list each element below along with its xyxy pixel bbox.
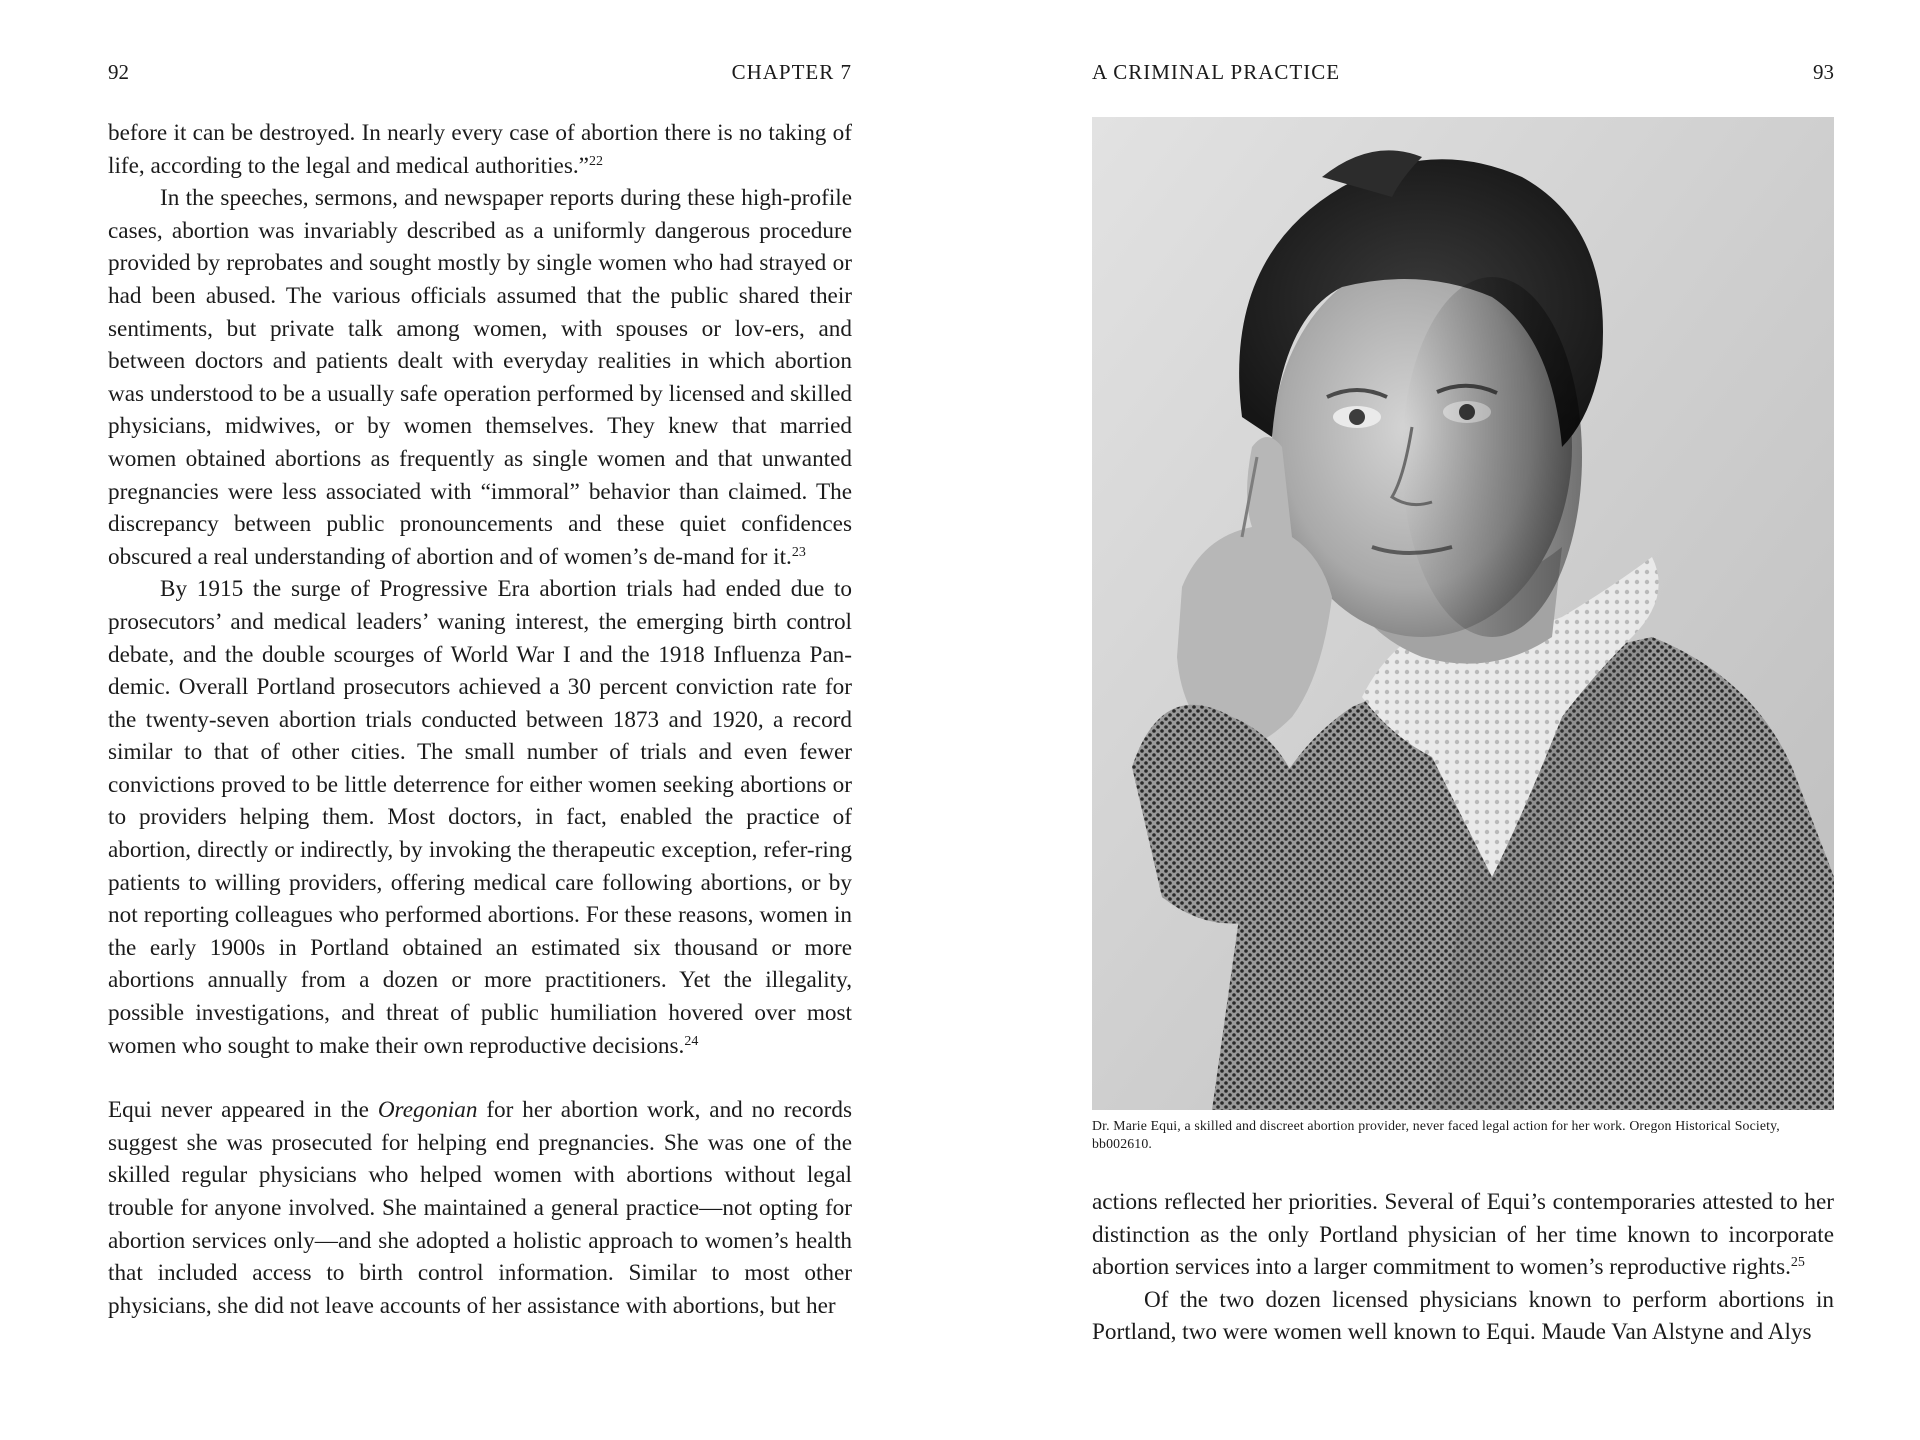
- endnote-ref: 22: [588, 153, 603, 169]
- endnote-ref: 25: [1790, 1255, 1805, 1271]
- left-folio: 92: [108, 60, 129, 84]
- paragraph: before it can be destroyed. In nearly every case of abortion there is no taking of life, according to the legal and medical authorities.”$^{22}$: [108, 120, 852, 179]
- left-running-head: CHAPTER 7: [731, 60, 852, 84]
- figure-caption: Dr. Marie Equi, a skilled and discreet abortion provider, never faced legal action for her work. Oregon Historical Society, bb002610.: [1092, 1118, 1780, 1151]
- paragraph: By 1915 the surge of Progressive Era abortion trials had ended due to prosecutors’ and medical leaders’ waning interest, the emerging birth control debate, and the double scourges of World War I and the 1918 Influenza Pan-demic. Overall Portland prosecutors achieved a 30 percent conviction rate for the twenty-seven abortion trials conducted between 1873 and 1920, a record similar to that of other cities. The small number of trials and even fewer convictions proved to be little deterrence for either women seeking abortions or to providers helping them. Most doctors, in fact, enabled the practice of abortion, directly or indirectly, by invoking the therapeutic exception, refer-ring patients to willing providers, offering medical care following abortions, or by not reporting colleagues who performed abortions. For these reasons, women in the early 1900s in Portland obtained an estimated six thousand or more abortions annually from a dozen or more practitioners. Yet the illegality, possible investigations, and threat of public humiliation hovered over most women who sought to make their own reproductive decisions.$^{24}$: [108, 576, 852, 1059]
- endnote-ref: 24: [684, 1033, 699, 1049]
- newspaper-title: Oregonian: [377, 1097, 478, 1124]
- paragraph: Of the two dozen licensed physicians known to perform abortions in Portland, two were women well known to Equi. Maude Van Alstyne and Alys: [1092, 1286, 1834, 1346]
- portrait-illustration: [1092, 117, 1834, 1110]
- right-body-text: [1092, 1186, 1834, 1349]
- left-body-text: [108, 117, 852, 1322]
- right-folio: 93: [1813, 60, 1834, 84]
- section-paragraph: Equi never appeared in the Oregonian for her abortion work, and no records suggest she was prosecuted for helping end pregnancies. She was one of the skilled regular physicians who helped women with abortions without legal trouble for anyone involved. She maintained a general practice—not opting for abortion services only—and she adopted a holistic approach to women’s health that included access to birth control information. Similar to most other physicians, she did not leave accounts of her assistance with abortions, but her: [108, 1097, 852, 1319]
- portrait-photograph: [1092, 117, 1834, 1110]
- endnote-ref: 23: [791, 544, 806, 560]
- paragraph: actions reflected her priorities. Several of Equi’s contemporaries attested to her distinction as the only Portland physician of her time known to incorporate abortion services into a larger commitment to women’s reproductive rights.$^{25}$: [1092, 1189, 1834, 1281]
- right-running-head: A CRIMINAL PRACTICE: [1092, 60, 1341, 84]
- paragraph: In the speeches, sermons, and newspaper reports during these high-profile cases, abortion was invariably described as a uniformly dangerous procedure provided by reprobates and sought mostly by single women who had strayed or had been abused. The various officials assumed that the public shared their sentiments, but private talk among women, with spouses or lov-ers, and between doctors and patients dealt with everyday realities in which abortion was understood to be a usually safe operation performed by licensed and skilled physicians, midwives, or by women themselves. They knew that married women obtained abortions as frequently as single women and that unwanted pregnancies were less associated with “immoral” behavior than claimed. The discrepancy between public pronouncements and these quiet confidences obscured a real understanding of abortion and of women’s de-mand for it.$^{23}$: [108, 185, 852, 570]
